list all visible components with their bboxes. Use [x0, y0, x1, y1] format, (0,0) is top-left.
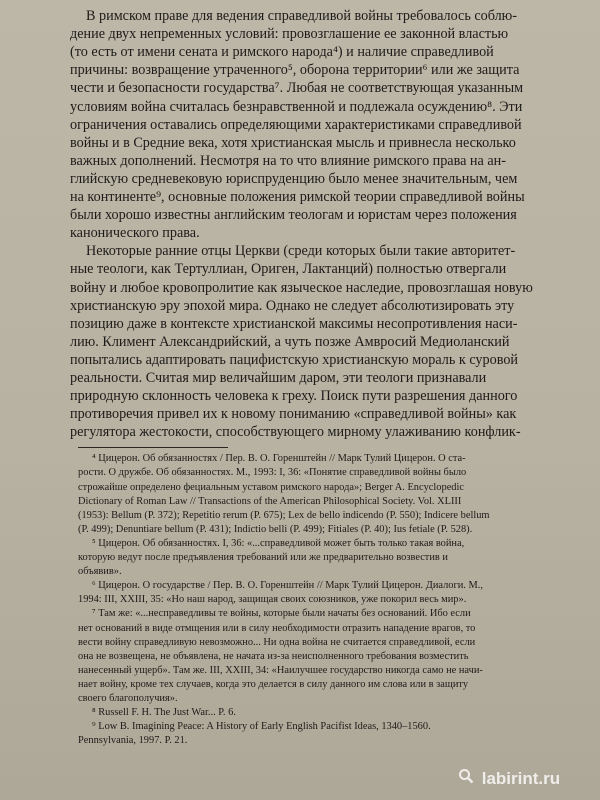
text-line: природную склонность человека к греху. Поиск пути разрешения данного — [70, 388, 518, 405]
text-line: (то есть от имени сената и римского народа⁴) и наличие справедливой — [70, 44, 494, 61]
footnote-line: ⁹ Low B. Imagining Peace: A History of Early English Pacifist Ideas, 1340–1560. — [92, 721, 431, 733]
footnote-line: ⁸ Russell F. H. The Just War... P. 6. — [92, 707, 236, 719]
footnote-line: 1994: III, XXIII, 35: «Но наш народ, защищая своих союзников, уже покорил весь мир». — [78, 594, 467, 606]
text-line: регулятора жестокости, способствующего мирному улаживанию конфлик- — [70, 424, 521, 441]
text-line: были хорошо известны английским теологам и юристам через положения — [70, 207, 517, 224]
text-line: причины: возвращение утраченного⁵, оборона территории⁶ или же защита — [70, 62, 520, 79]
footnote-line: Dictionary of Roman Law // Transactions of the American Philosophical Society. Vol. XLIII — [78, 495, 462, 507]
footnote-line: ⁶ Цицерон. О государстве / Пер. В. О. Горенштейн // Марк Тулий Цицерон. Диалоги. М., — [92, 580, 483, 592]
footnote-line: вести войну справедливую невозможно... Ни одна война не считается справедливой, если — [78, 636, 476, 648]
footnote-line: она не возвещена, не объявлена, не начата из-за неисполненного требования возместить — [78, 650, 469, 662]
footnote-line: объявив». — [78, 566, 122, 578]
footnote-line: нанесенный ущерб». Там же. III, XXIII, 34: «Наилучшее государство никогда само не начи- — [78, 664, 483, 676]
text-line: дение двух непременных условий: провозглашение ее законной властью — [70, 26, 509, 43]
text-line: важных дополнений. Несмотря на то что влияние римского права на ан- — [70, 152, 506, 169]
footnote-line: ⁴ Цицерон. Об обязанностях / Пер. В. О. Горенштейн // Марк Тулий Цицерон. О ста- — [92, 453, 466, 465]
text-line: противоречия привел их к новому пониманию «справедливой войны» как — [70, 406, 517, 423]
watermark-text: labirint.ru — [481, 769, 561, 788]
text-line: ограничения оставались определяющими характеристиками справедливой — [70, 116, 522, 133]
text-line: войну и любое кровопролитие как языческое наследие, провозглашая новую — [70, 279, 533, 296]
text-line: позицию даже в контексте христианской максимы несопротивления наси- — [70, 315, 518, 332]
footnote-line: строжайше определено фециальным уставом римского народа»; Berger A. Encyclopedic — [78, 481, 464, 493]
text-line: войны и в Средние века, хотя христианская мысль и привнесла несколько — [70, 134, 516, 151]
footnote-divider — [78, 447, 228, 448]
text-line: на континенте⁹, основные положения римской теории справедливой войны — [70, 189, 525, 205]
footnote-line: которую ведут после предъявления требований или же предварительно возвестив и — [78, 552, 448, 564]
footnote-line: своего благополучия». — [78, 693, 178, 705]
text-line: глийскую средневековую юриспруденцию было менее значительным, чем — [70, 170, 518, 187]
text-line: Некоторые ранние отцы Церкви (среди которых были такие авторитет- — [86, 243, 516, 260]
text-line: христианскую эру эпохой мира. Однако не следует абсолютизировать эту — [70, 297, 515, 314]
text-line: лию. Климент Александрийский, а чуть позже Амвросий Медиоланский — [70, 333, 510, 350]
footnote-line: рости. О дружбе. Об обязанностях. М., 1993: I, 36: «Понятие справедливой войны было — [78, 467, 467, 479]
footnote-line: (P. 499); Denuntiare bellum (P. 431); Indictio belli (P. 499); Fitiales (P. 40); Ius fetiale (P. 528). — [78, 523, 473, 535]
footnote-line: нает войну, кроме тех случаев, когда это делается в силу данного им слова или в защиту — [78, 678, 469, 690]
text-line: чести и безопасности государства⁷. Любая не соответствующая указанным — [70, 80, 524, 97]
footnote-line: ⁵ Цицерон. Об обязанностях. I, 36: «...справедливой может быть только такая война, — [92, 537, 465, 549]
text-line: реальности. Считая мир величайшим даром, эти теологи признавали — [70, 370, 487, 386]
footnote-line: (1953): Bellum (P. 372); Repetitio rerum (P. 675); Lex de bello indicendo (P. 550); Indicere bellum — [78, 509, 490, 521]
footnote-line: ⁷ Там же: «...несправедливы те войны, которые были начаты без оснований. Ибо если — [92, 608, 471, 620]
footnote-line: Pennsylvania, 1997. P. 21. — [78, 735, 188, 747]
text-line: канонического права. — [70, 225, 200, 242]
footnote-line: нет оснований в виде отмщения или в силу необходимости отразить нападение врагов, то — [78, 622, 476, 634]
text-line: В римском праве для ведения справедливой войны требовалось соблю- — [86, 8, 518, 24]
text-line: ные теологи, как Тертуллиан, Ориген, Лактанций) полностью отвергали — [70, 261, 507, 278]
text-line: условиям война считалась безнравственной и подлежала осуждению⁸. Эти — [70, 98, 523, 115]
watermark — [455, 765, 595, 793]
magnifier-icon — [455, 765, 477, 793]
text-line: попытались адаптировать пацифистскую христианскую мораль к суровой — [70, 351, 519, 368]
